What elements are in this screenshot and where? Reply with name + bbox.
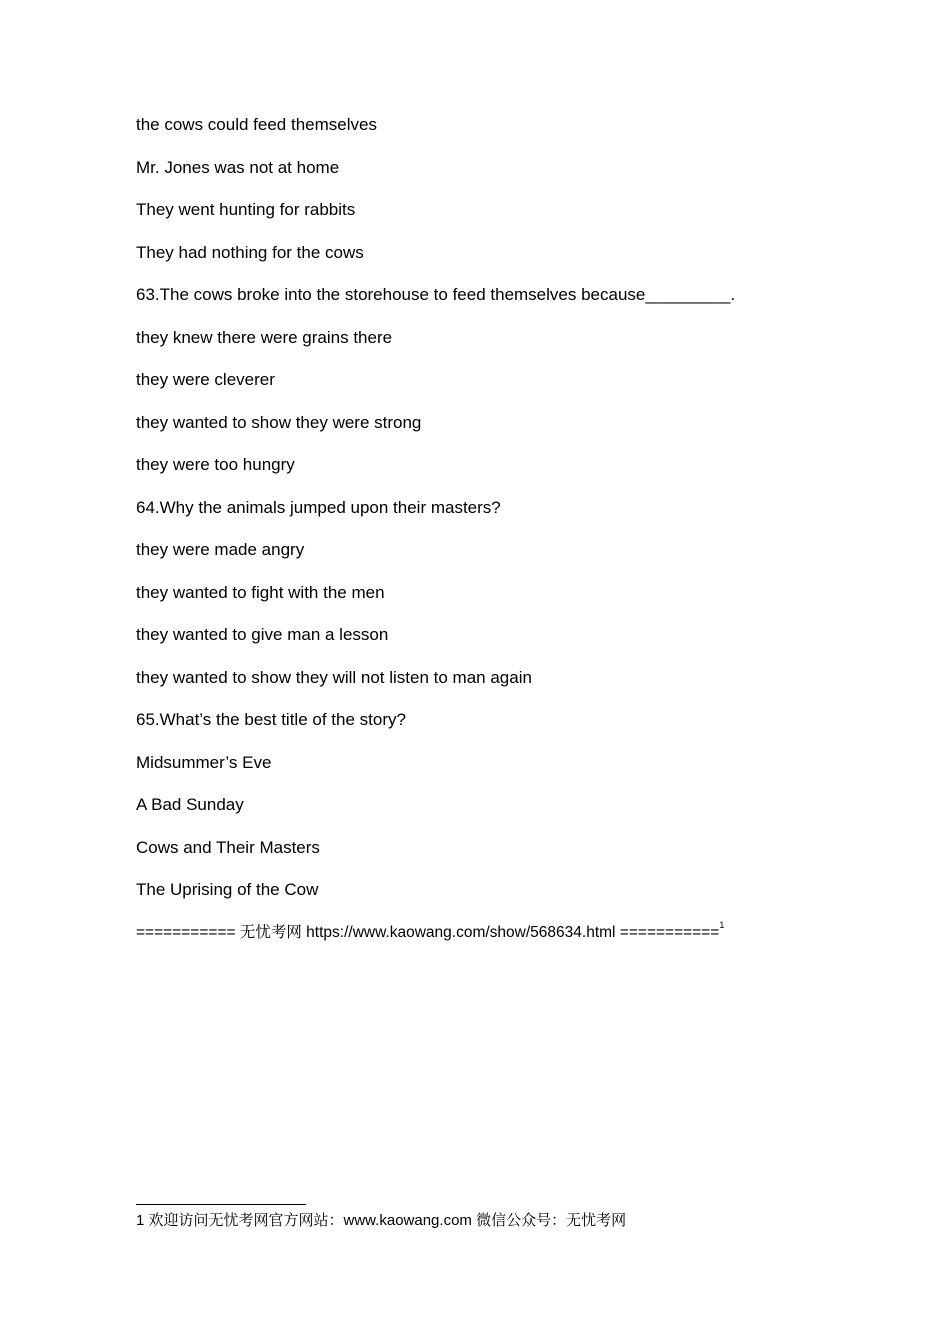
answer-option: They went hunting for rabbits bbox=[136, 200, 356, 219]
source-divider bbox=[136, 921, 836, 945]
source-divider-text: =========== 无忧考网 https://www.kaowang.com/show/568634.html =========== bbox=[136, 923, 720, 941]
question-64: 64.Why the animals jumped upon their masters? bbox=[136, 497, 501, 517]
question-65: 65.What’s the best title of the story? bbox=[136, 710, 406, 729]
footnote-reference[interactable]: 1 bbox=[719, 919, 725, 930]
answer-option: A Bad Sunday bbox=[136, 795, 244, 814]
question-63: 63.The cows broke into the storehouse to feed themselves because_________. bbox=[136, 285, 736, 304]
answer-option: Cows and Their Masters bbox=[136, 837, 320, 857]
answer-option: they were made angry bbox=[136, 540, 305, 559]
footnote-text: 欢迎访问无忧考网官方网站：www.kaowang.com 微信公众号：无忧考网 bbox=[148, 1212, 627, 1229]
answer-option: The Uprising of the Cow bbox=[136, 880, 319, 899]
answer-option: they knew there were grains there bbox=[136, 327, 393, 347]
footnote bbox=[136, 1209, 626, 1233]
answer-option: they wanted to show they will not listen to man again bbox=[136, 667, 532, 687]
answer-option: they wanted to give man a lesson bbox=[136, 625, 389, 644]
footnote-separator bbox=[136, 1204, 306, 1205]
answer-option: They had nothing for the cows bbox=[136, 242, 364, 262]
answer-option: they were too hungry bbox=[136, 455, 295, 474]
answer-option: the cows could feed themselves bbox=[136, 115, 377, 134]
answer-option: they wanted to fight with the men bbox=[136, 582, 385, 602]
answer-option: Mr. Jones was not at home bbox=[136, 157, 340, 177]
answer-option: they wanted to show they were strong bbox=[136, 412, 422, 432]
answer-option: they were cleverer bbox=[136, 370, 275, 389]
document-body bbox=[136, 113, 836, 945]
footnote-number: 1 bbox=[136, 1212, 145, 1229]
answer-option: Midsummer’s Eve bbox=[136, 752, 272, 772]
